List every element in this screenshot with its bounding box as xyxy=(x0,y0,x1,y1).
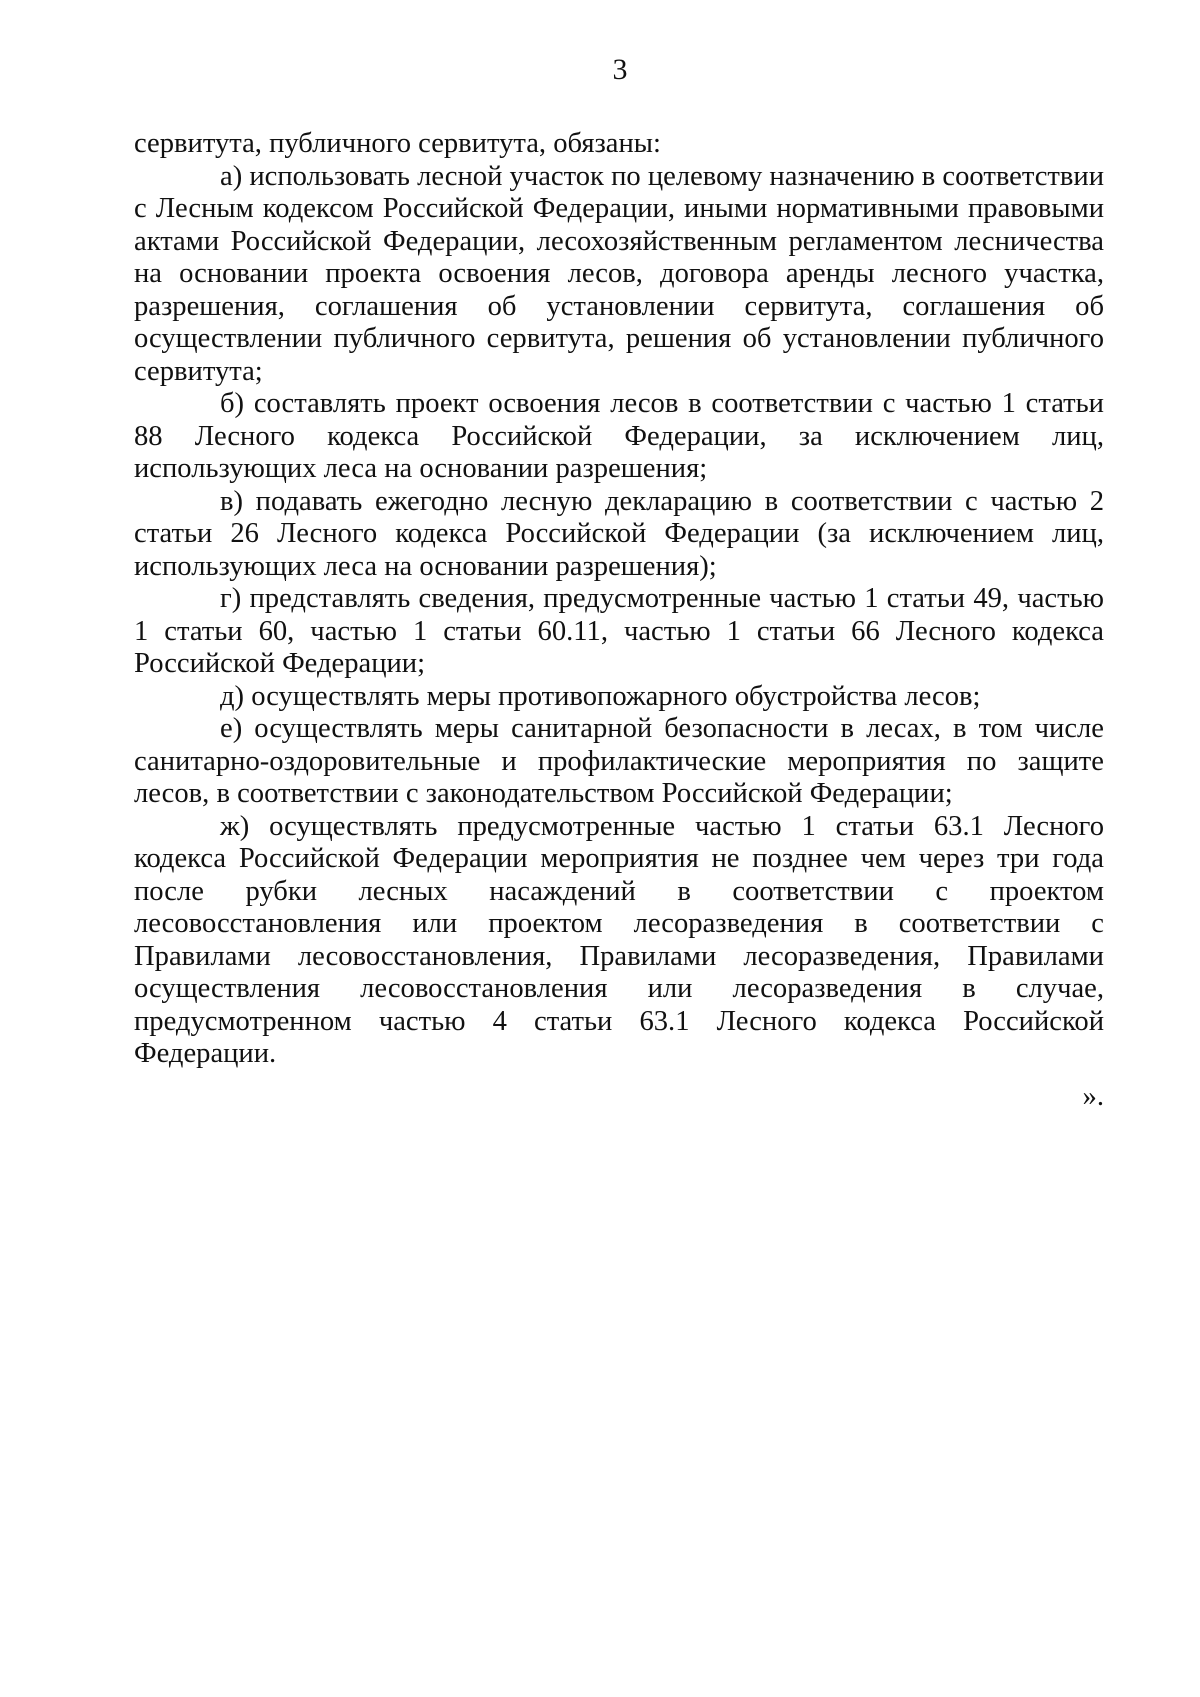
document-body xyxy=(134,128,1104,1113)
list-item-g: г) представлять сведения, предусмотренные частью 1 статьи 49, частью 1 статьи 60, частью 1 статьи 60.11, частью 1 статьи 66 Лесного кодекса Российской Федерации; xyxy=(134,583,1104,679)
list-item-b: б) составлять проект освоения лесов в соответствии с частью 1 статьи 88 Лесного кодекса Российской Федерации, за исключением лиц, использующих леса на основании разрешения; xyxy=(134,388,1104,484)
closing-quote-mark: ». xyxy=(1082,1080,1104,1112)
list-item-a: а) использовать лесной участок по целевому назначению в соответствии с Лесным кодексом Российской Федерации, иными нормативными правовыми актами Российской Федерации, лесохозяйственным регламентом лесничества на основании проекта освоения лесов, договора аренды лесного участка, разрешения, соглашения об установлении сервитута, соглашения об осуществлении публичного сервитута, решения об установлении публичного сервитута; xyxy=(134,160,1104,387)
list-item-e: е) осуществлять меры санитарной безопасности в лесах, в том числе санитарно-оздоровительные и профилактические мероприятия по защите лесов, в соответствии с законодательством Российской Федерации; xyxy=(134,713,1104,809)
list-item-zh: ж) осуществлять предусмотренные частью 1 статьи 63.1 Лесного кодекса Российской Федерации мероприятия не позднее чем через три года после рубки лесных насаждений в соответствии с проектом лесовосстановления или проектом лесоразведения в соответствии с Правилами лесовосстановления, Правилами лесоразведения, Правилами осуществления лесовосстановления или лесоразведения в случае, предусмотренном частью 4 статьи 63.1 Лесного кодекса Российской Федерации. xyxy=(134,810,1104,1069)
list-item-d: д) осуществлять меры противопожарного обустройства лесов; xyxy=(220,680,981,712)
page-number: 3 xyxy=(612,53,628,86)
list-item-v: в) подавать ежегодно лесную декларацию в соответствии с частью 2 статьи 26 Лесного кодекса Российской Федерации (за исключением лиц, использующих леса на основании разрешения); xyxy=(134,485,1104,582)
intro-paragraph: сервитута, публичного сервитута, обязаны: xyxy=(134,128,661,159)
